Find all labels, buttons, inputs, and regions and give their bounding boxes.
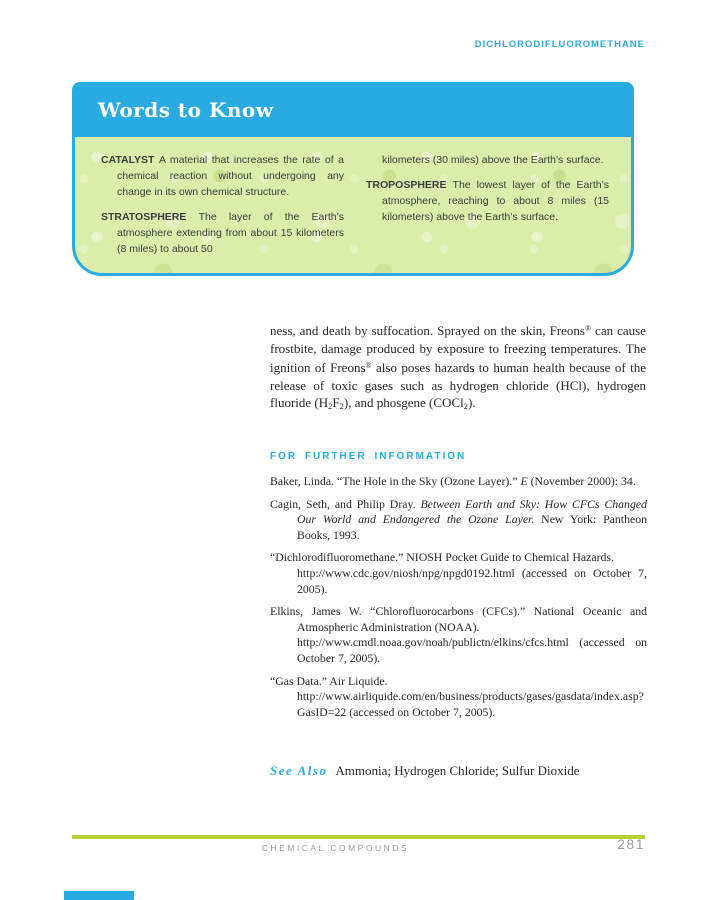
reference-entry	[270, 474, 647, 490]
words-to-know-box	[72, 82, 634, 276]
text-segment: can cause frostbite, damage produced by exposure to freezing temperatures. The ignition of Freons	[270, 323, 646, 376]
words-to-know-title: Words to Know	[98, 97, 274, 122]
definition-text: A material that increases the rate of a chemical reaction without undergoing any change in its own chemical structure.	[117, 154, 344, 198]
definitions-column-right	[366, 152, 609, 257]
text-segment: (November 2000): 34.	[527, 474, 636, 488]
subscript-digit: 2	[463, 401, 468, 412]
words-to-know-header	[72, 82, 634, 137]
text-segment: “Gas Data.” Air Liquide.	[270, 673, 388, 688]
page-corner-tab	[64, 891, 134, 900]
italic-text-segment: E	[520, 474, 528, 488]
text-segment: Cagin, Seth, and Philip Dray.	[270, 496, 421, 511]
definition-text: The layer of the Earth’s atmosphere extending from about 15 kilometers (8 miles) to about 50	[117, 211, 344, 255]
reference-entry	[270, 604, 647, 666]
subscript-digit: 2	[328, 401, 333, 412]
definition-text: kilometers (30 miles) above the Earth’s surface.	[382, 154, 604, 166]
footer-rule	[72, 835, 645, 839]
further-information-heading: FOR FURTHER INFORMATION	[270, 451, 467, 462]
text-segment: also poses hazards to human health because of the release of toxic gases such as hydrogen chloride (HCl), hydrogen fluoride (H	[270, 360, 646, 411]
definition-entry	[366, 177, 609, 225]
reference-entry	[270, 550, 647, 597]
reference-entry	[270, 497, 647, 544]
subscript-digit: 2	[339, 401, 344, 412]
text-segment: F	[332, 395, 340, 411]
text-segment: “Dichlorodifluoromethane.” NIOSH Pocket Guide to Chemical Hazards.	[270, 550, 614, 565]
text-segment: http://www.airliquide.com/en/business/products/gases/gasdata/index.asp?GasID=22 (accessed on October 7, 2005).	[297, 689, 644, 719]
superscript-mark: ®	[365, 361, 372, 371]
text-segment: http://www.cdc.gov/niosh/npg/npgd0192.html (accessed on October 7, 2005).	[297, 565, 647, 596]
text-segment: New York: Pantheon Books, 1993.	[297, 512, 647, 542]
definition-term: TROPOSPHERE	[366, 179, 453, 191]
text-segment: http://www.cmdl.noaa.gov/noah/publictn/elkins/cfcs.html (accessed on October 7, 2005).	[297, 635, 647, 665]
text-segment: ness, and death by suffocation. Sprayed on the skin, Freons	[270, 323, 585, 338]
body-paragraph	[270, 320, 646, 416]
words-to-know-body	[72, 137, 634, 276]
text-segment: ).	[467, 395, 476, 411]
text-segment: Baker, Linda. “The Hole in the Sky (Ozone Layer).”	[270, 474, 521, 488]
see-also-label: See Also	[270, 763, 328, 778]
definition-entry	[366, 152, 609, 168]
reference-entry	[270, 674, 647, 721]
definition-term: CATALYST	[101, 154, 159, 166]
see-also-line	[270, 763, 579, 779]
definition-entry	[101, 209, 344, 257]
references-list	[270, 474, 647, 727]
see-also-items: Ammonia; Hydrogen Chloride; Sulfur Dioxide	[335, 763, 580, 778]
definition-term: STRATOSPHERE	[101, 211, 199, 223]
footer-imprint: CHEMICAL COMPOUNDS	[261, 843, 410, 853]
definition-text: The lowest layer of the Earth’s atmosphere, reaching to about 8 miles (15 kilometers) above the Earth’s surface.	[382, 179, 610, 223]
running-header: DICHLORODIFLUOROMETHANE	[474, 39, 645, 50]
italic-text-segment: Between Earth and Sky: How CFCs Changed Our World and Endangered the Ozone Layer.	[297, 496, 647, 527]
definitions-column-left	[101, 152, 344, 257]
superscript-mark: ®	[584, 324, 592, 333]
page-number: 281	[617, 836, 645, 852]
text-segment: ), and phosgene (COCl	[343, 395, 464, 411]
text-segment: Elkins, James W. “Chlorofluorocarbons (CFCs).” National Oceanic and Atmospheric Administration (NOAA).	[270, 604, 647, 634]
definition-entry	[101, 152, 344, 200]
